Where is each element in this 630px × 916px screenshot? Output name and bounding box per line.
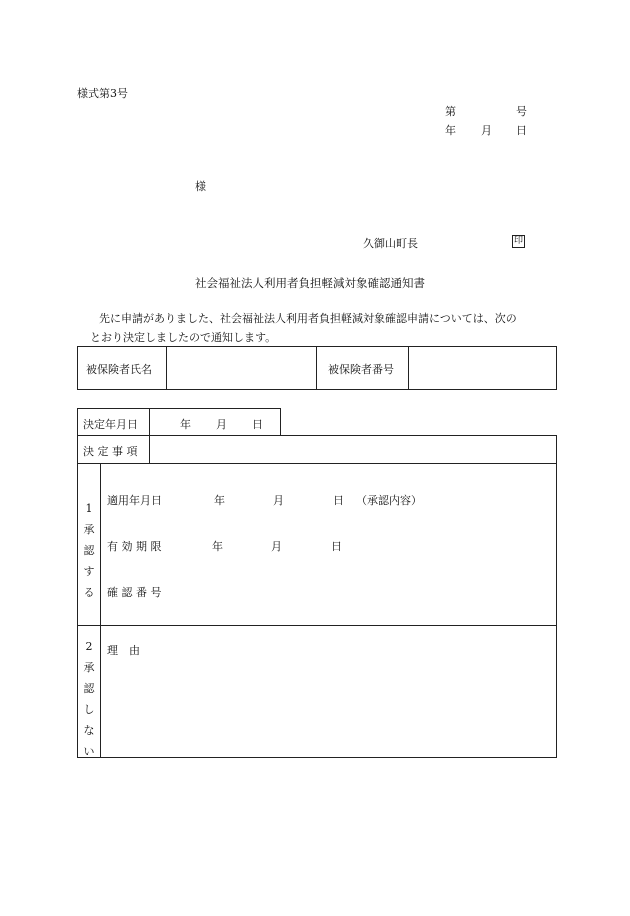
period-hi: 日: [331, 540, 342, 553]
form-number: 様式第3号: [77, 87, 128, 100]
confirm-number-label: 確 認 番 号: [107, 586, 162, 599]
insured-number-label: 被保険者番号: [328, 363, 394, 376]
decision-date-row: [77, 408, 281, 436]
period-label: 有 効 期 限: [107, 540, 162, 553]
apply-hi: 日: [333, 494, 344, 507]
number-go: 号: [516, 105, 527, 118]
number-dai: 第: [445, 105, 456, 118]
body-line-1: 先に申請がありました、社会福祉法人利用者負担軽減対象確認申請については、次の: [99, 312, 517, 325]
issuer: 久御山町長: [363, 237, 418, 250]
insured-name-label: 被保険者氏名: [86, 363, 152, 376]
decision-table: [77, 435, 557, 758]
deny-side-label: 2 承 認 し な い: [83, 640, 95, 758]
apply-nen: 年: [214, 494, 225, 507]
reason-label: 理 由: [107, 644, 140, 657]
approve-side-label: 1 承 認 す る: [83, 502, 95, 599]
decision-date-nen: 年: [180, 418, 191, 431]
date-nen: 年: [445, 124, 456, 137]
insured-table: [77, 346, 557, 390]
apply-note: （承認内容）: [356, 494, 422, 507]
body-line-2: とおり決定しましたので通知します。: [90, 331, 277, 344]
apply-date-label: 適用年月日: [107, 494, 162, 507]
apply-tsuki: 月: [273, 494, 284, 507]
period-nen: 年: [212, 540, 223, 553]
decision-date-hi: 日: [252, 418, 263, 431]
decision-date-label: 決定年月日: [83, 418, 138, 431]
document-title: 社会福祉法人利用者負担軽減対象確認通知書: [195, 276, 425, 290]
insured-number-field[interactable]: [414, 361, 552, 377]
addressee-suffix: 様: [195, 180, 206, 193]
date-tsuki: 月: [481, 124, 492, 137]
decision-matter-label: 決 定 事 項: [83, 445, 138, 458]
seal-mark: 印: [513, 236, 523, 246]
decision-date-tsuki: 月: [216, 418, 227, 431]
insured-name-field[interactable]: [170, 361, 310, 377]
period-tsuki: 月: [271, 540, 282, 553]
date-hi: 日: [516, 124, 527, 137]
